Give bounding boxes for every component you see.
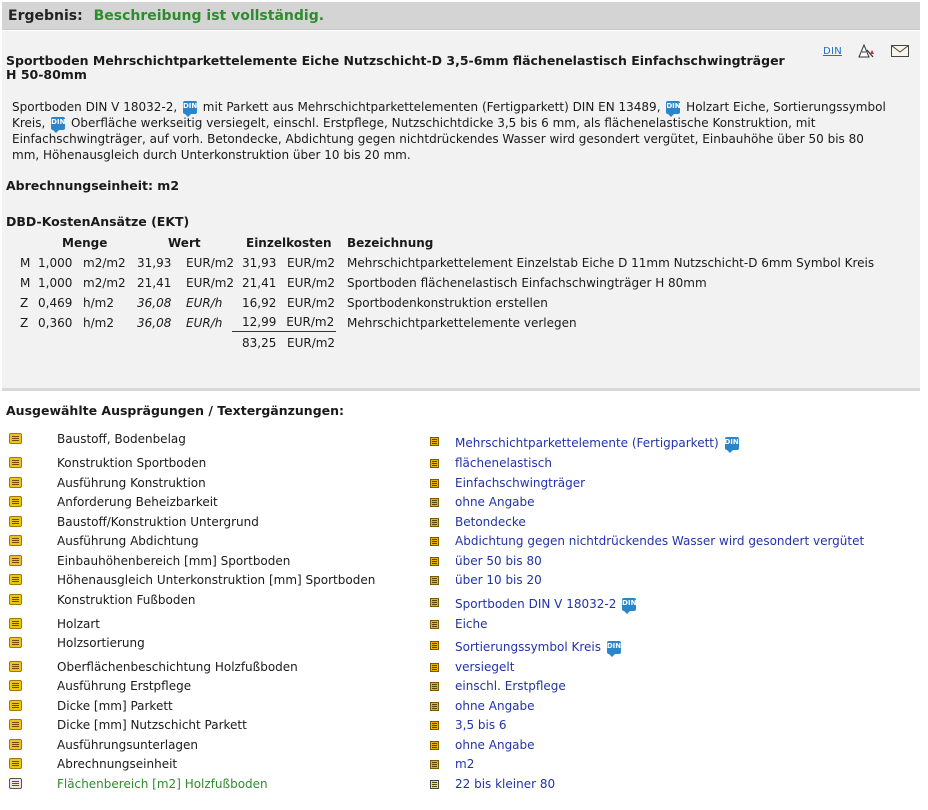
option-label: Abrechnungseinheit bbox=[57, 757, 178, 771]
option-value[interactable]: ohne Angabe bbox=[455, 495, 535, 509]
list-icon[interactable] bbox=[9, 516, 22, 527]
list-item bbox=[0, 515, 928, 535]
option-label: Konstruktion Sportboden bbox=[57, 456, 207, 470]
list-item bbox=[0, 534, 928, 554]
ekt-cost: 12,99 bbox=[242, 315, 277, 329]
list-icon[interactable] bbox=[9, 739, 22, 750]
col-bezeichnung: Bezeichnung bbox=[347, 236, 434, 250]
option-label: Dicke [mm] Nutzschicht Parkett bbox=[57, 718, 247, 732]
list-item bbox=[0, 495, 928, 515]
ekt-type: M bbox=[20, 256, 31, 270]
ekt-value: 21,41 bbox=[137, 276, 172, 290]
option-icon[interactable] bbox=[430, 437, 439, 446]
ekt-cost-unit: EUR/m2 bbox=[287, 276, 336, 290]
text-ab-icon[interactable] bbox=[856, 43, 876, 59]
option-value[interactable]: über 10 bis 20 bbox=[455, 573, 542, 587]
ekt-value: 36,08 bbox=[137, 316, 172, 330]
option-value[interactable]: Einfachschwingträger bbox=[455, 476, 586, 490]
section-divider bbox=[2, 388, 920, 391]
option-value[interactable]: 22 bis kleiner 80 bbox=[455, 777, 556, 791]
din-icon[interactable]: DIN bbox=[607, 641, 621, 654]
ekt-qty: 1,000 bbox=[38, 256, 73, 270]
mail-icon[interactable] bbox=[890, 43, 910, 59]
option-icon[interactable] bbox=[430, 479, 439, 488]
description-text-4: Sortierungssymbol Kreis, bbox=[12, 100, 886, 130]
list-icon[interactable] bbox=[9, 719, 22, 730]
ekt-total-unit: EUR/m2 bbox=[287, 336, 336, 350]
ekt-name: Mehrschichtparkettelemente verlegen bbox=[347, 316, 577, 330]
ekt-value-unit: EUR/h bbox=[186, 296, 223, 310]
ekt-cost-unit: EUR/m2 bbox=[287, 296, 336, 310]
option-value[interactable]: Abdichtung gegen nichtdrückendes Wasser wird gesondert vergütet bbox=[455, 534, 865, 548]
option-value[interactable]: versiegelt bbox=[455, 660, 515, 674]
list-icon[interactable] bbox=[9, 477, 22, 488]
option-value[interactable]: einschl. Erstpflege bbox=[455, 679, 566, 693]
list-item bbox=[0, 679, 928, 699]
result-status: Beschreibung ist vollständig. bbox=[93, 8, 325, 24]
ekt-cost-unit: EUR/m2 bbox=[287, 256, 336, 270]
list-icon[interactable] bbox=[9, 433, 22, 444]
option-value[interactable]: Sortierungssymbol Kreis DIN bbox=[455, 640, 622, 654]
ekt-cost: 16,92 bbox=[242, 296, 277, 310]
ekt-value-unit: EUR/m2 bbox=[186, 276, 235, 290]
option-label: Ausführung Konstruktion bbox=[57, 476, 206, 490]
din-link[interactable]: DIN bbox=[822, 45, 842, 57]
option-value[interactable]: 3,5 bis 6 bbox=[455, 718, 507, 732]
list-icon[interactable] bbox=[9, 680, 22, 691]
option-value[interactable]: Eiche bbox=[455, 617, 488, 631]
option-label: Holzart bbox=[57, 617, 100, 631]
ekt-value: 36,08 bbox=[137, 296, 172, 310]
din-icon[interactable]: DIN bbox=[666, 101, 680, 114]
list-item bbox=[0, 573, 928, 593]
list-icon[interactable] bbox=[9, 700, 22, 711]
ekt-value-unit: EUR/m2 bbox=[186, 256, 235, 270]
ekt-qty: 1,000 bbox=[38, 276, 73, 290]
option-icon[interactable] bbox=[430, 620, 439, 629]
option-icon[interactable] bbox=[430, 760, 439, 769]
din-icon[interactable]: DIN bbox=[725, 437, 739, 450]
col-einzelkosten: Einzelkosten bbox=[246, 236, 332, 250]
option-value[interactable]: ohne Angabe bbox=[455, 699, 535, 713]
list-icon[interactable] bbox=[9, 535, 22, 546]
option-icon[interactable] bbox=[430, 498, 439, 507]
option-icon[interactable] bbox=[430, 576, 439, 585]
ekt-name: Sportbodenkonstruktion erstellen bbox=[347, 296, 548, 310]
option-label: Dicke [mm] Parkett bbox=[57, 699, 173, 713]
option-icon[interactable] bbox=[430, 702, 439, 711]
selections-title: Ausgewählte Ausprägungen / Textergänzungen: bbox=[6, 403, 345, 418]
ekt-cost: 21,41 bbox=[242, 276, 277, 290]
list-item bbox=[0, 699, 928, 719]
calculator-icon[interactable] bbox=[430, 780, 439, 789]
ekt-cost: 31,93 bbox=[242, 256, 277, 270]
option-icon[interactable] bbox=[430, 741, 439, 750]
list-item bbox=[0, 456, 928, 476]
list-icon[interactable] bbox=[9, 496, 22, 507]
din-icon[interactable]: DIN bbox=[622, 598, 636, 611]
description-panel bbox=[2, 31, 920, 388]
ekt-title: DBD-KostenAnsätze (EKT) bbox=[6, 214, 190, 229]
position-title: Sportboden Mehrschichtparkettelemente Eiche Nutzschicht-D 3,5-6mm flächenelastisch Einfachschwingträger H 50-80mm bbox=[6, 53, 785, 82]
din-icon[interactable]: DIN bbox=[51, 117, 65, 130]
list-icon[interactable] bbox=[9, 618, 22, 629]
option-label: Höhenausgleich Unterkonstruktion [mm] Sportboden bbox=[57, 573, 376, 587]
option-label: Ausführung Erstpflege bbox=[57, 679, 192, 693]
option-value[interactable]: ohne Angabe bbox=[455, 738, 535, 752]
description-text-5: Oberfläche werkseitig versiegelt, einschl. Erstpflege, Nutzschichtdicke 3,5 bis 6 mm, als flächenelastische Konstruktion, mit Einfachschwingträger, auf vorh. Betondecke, Abdichtung gegen nichtdrückendes Wasser wird gesondert vergütet, Einbauhöhe über 50 bis 80 mm, Höhenausgleich durch Unterkonstruktion über 10 bis 20 mm. bbox=[12, 116, 864, 162]
col-menge: Menge bbox=[62, 236, 108, 250]
ekt-cost-unit: EUR/m2 bbox=[286, 315, 335, 329]
list-icon[interactable] bbox=[9, 758, 22, 769]
toolbar bbox=[823, 43, 910, 59]
list-item bbox=[0, 718, 928, 738]
option-value[interactable]: m2 bbox=[455, 757, 475, 771]
option-icon[interactable] bbox=[430, 663, 439, 672]
list-icon[interactable] bbox=[9, 457, 22, 468]
option-value[interactable]: Betondecke bbox=[455, 515, 526, 529]
position-description bbox=[12, 99, 892, 163]
list-icon[interactable] bbox=[9, 637, 22, 648]
din-icon[interactable]: DIN bbox=[183, 101, 197, 114]
option-label: Ausführung Abdichtung bbox=[57, 534, 199, 548]
list-icon[interactable] bbox=[9, 555, 22, 566]
list-item bbox=[0, 757, 928, 777]
list-item bbox=[0, 738, 928, 758]
ekt-total: 83,25 bbox=[242, 336, 277, 350]
option-icon[interactable] bbox=[430, 721, 439, 730]
option-icon[interactable] bbox=[430, 459, 439, 468]
list-item bbox=[0, 432, 928, 452]
option-label: Oberflächenbeschichtung Holzfußboden bbox=[57, 660, 298, 674]
option-value[interactable]: über 50 bis 80 bbox=[455, 554, 542, 568]
list-item bbox=[0, 636, 928, 656]
list-item bbox=[0, 593, 928, 613]
result-label: Ergebnis: bbox=[8, 8, 83, 24]
option-label: Ausführungsunterlagen bbox=[57, 738, 199, 752]
option-label: Konstruktion Fußboden bbox=[57, 593, 196, 607]
option-value[interactable]: Sportboden DIN V 18032-2 DIN bbox=[455, 597, 637, 611]
option-icon[interactable] bbox=[430, 557, 439, 566]
list-item bbox=[0, 476, 928, 496]
list-icon[interactable] bbox=[9, 574, 22, 585]
col-wert: Wert bbox=[168, 236, 201, 250]
description-text-1: Sportboden DIN V 18032-2, bbox=[12, 100, 178, 114]
list-item bbox=[0, 617, 928, 637]
description-text-3: Holzart Eiche, bbox=[686, 100, 770, 114]
ekt-type: M bbox=[20, 276, 31, 290]
ekt-name: Mehrschichtparkettelement Einzelstab Eiche D 11mm Nutzschicht-D 6mm Symbol Kreis bbox=[347, 256, 875, 270]
calculator-icon[interactable] bbox=[9, 778, 22, 789]
option-icon[interactable] bbox=[430, 598, 439, 607]
ekt-qty-unit: m2/m2 bbox=[83, 256, 126, 270]
ekt-value-unit: EUR/h bbox=[186, 316, 223, 330]
ekt-qty: 0,360 bbox=[38, 316, 73, 330]
description-text-2: mit Parkett aus Mehrschichtparkettelementen (Fertigparkett) DIN EN 13489, bbox=[202, 100, 661, 114]
option-label: Einbauhöhenbereich [mm] Sportboden bbox=[57, 554, 291, 568]
option-label: Flächenbereich [m2] Holzfußboden bbox=[57, 777, 268, 791]
billing-unit: Abrechnungseinheit: m2 bbox=[6, 178, 180, 193]
list-icon[interactable] bbox=[9, 661, 22, 672]
option-label: Baustoff, Bodenbelag bbox=[57, 432, 186, 446]
ekt-type: Z bbox=[20, 296, 29, 310]
option-label: Baustoff/Konstruktion Untergrund bbox=[57, 515, 259, 529]
ekt-qty-unit: h/m2 bbox=[83, 296, 114, 310]
ekt-qty: 0,469 bbox=[38, 296, 73, 310]
option-icon[interactable] bbox=[430, 641, 439, 650]
option-value[interactable]: Mehrschichtparkettelemente (Fertigparkett) DIN bbox=[455, 436, 739, 450]
option-value[interactable]: flächenelastisch bbox=[455, 456, 552, 470]
list-icon[interactable] bbox=[9, 594, 22, 605]
list-item bbox=[0, 777, 928, 797]
ekt-name: Sportboden flächenelastisch Einfachschwingträger H 80mm bbox=[347, 276, 707, 290]
ekt-qty-unit: m2/m2 bbox=[83, 276, 126, 290]
result-header bbox=[2, 2, 920, 30]
ekt-value: 31,93 bbox=[137, 256, 172, 270]
option-icon[interactable] bbox=[430, 537, 439, 546]
option-label: Holzsortierung bbox=[57, 636, 145, 650]
ekt-cost-underlined bbox=[232, 313, 336, 332]
ekt-type: Z bbox=[20, 316, 29, 330]
option-icon[interactable] bbox=[430, 518, 439, 527]
ekt-qty-unit: h/m2 bbox=[83, 316, 114, 330]
option-label: Anforderung Beheizbarkeit bbox=[57, 495, 218, 509]
list-item bbox=[0, 660, 928, 680]
option-icon[interactable] bbox=[430, 682, 439, 691]
list-item bbox=[0, 554, 928, 574]
